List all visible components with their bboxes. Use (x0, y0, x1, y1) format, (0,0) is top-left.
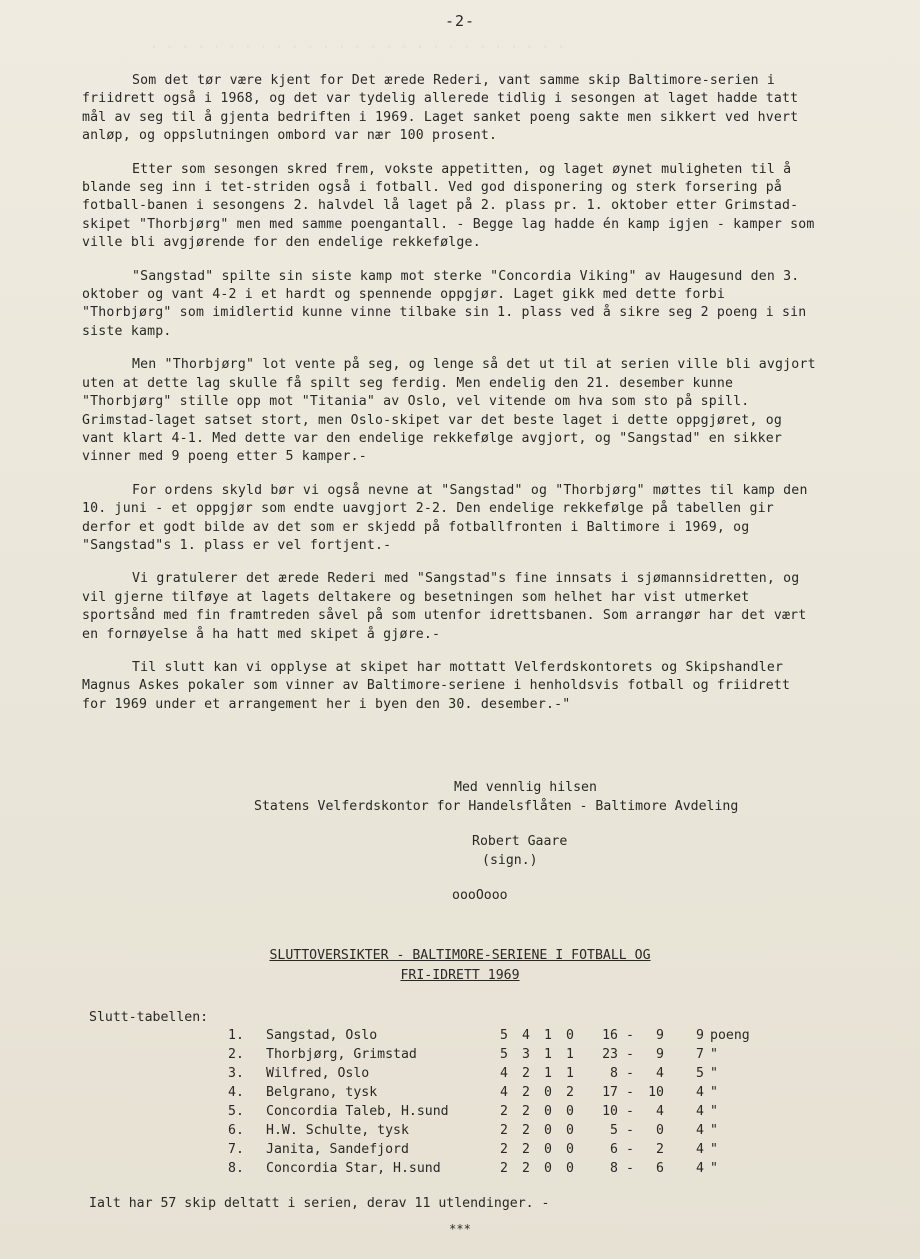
goal-dash: - (626, 1028, 634, 1043)
drawn-cell: 0 (544, 1142, 552, 1157)
goals-for-cell: 17 (602, 1085, 618, 1100)
rank-cell: 5. (228, 1104, 244, 1119)
points-cell: 9 (696, 1028, 704, 1043)
table-row (228, 1142, 770, 1161)
table-row (228, 1028, 770, 1047)
team-cell: Concordia Taleb, H.sund (266, 1104, 449, 1119)
lost-cell: 0 (566, 1028, 574, 1043)
points-cell: 4 (696, 1142, 704, 1157)
table-row (228, 1161, 770, 1180)
points-unit-cell: " (710, 1047, 718, 1062)
rank-cell: 6. (228, 1123, 244, 1138)
goals-against-cell: 4 (656, 1066, 664, 1081)
points-unit-cell: poeng (710, 1028, 750, 1043)
lost-cell: 1 (566, 1066, 574, 1081)
lost-cell: 1 (566, 1047, 574, 1062)
points-unit-cell: " (710, 1161, 718, 1176)
goals-against-cell: 10 (648, 1085, 664, 1100)
lost-cell: 0 (566, 1123, 574, 1138)
goals-for-cell: 8 (610, 1066, 618, 1081)
goals-for-cell: 5 (610, 1123, 618, 1138)
letter-body (82, 72, 822, 729)
won-cell: 3 (522, 1047, 530, 1062)
table-label: Slutt-tabellen: (89, 1010, 209, 1025)
points-cell: 4 (696, 1161, 704, 1176)
points-cell: 7 (696, 1047, 704, 1062)
played-cell: 5 (500, 1028, 508, 1043)
signoff-block (82, 778, 822, 905)
points-unit-cell: " (710, 1123, 718, 1138)
played-cell: 4 (500, 1066, 508, 1081)
played-cell: 2 (500, 1104, 508, 1119)
end-mark: *** (449, 1222, 471, 1236)
separator: oooOooo (452, 888, 508, 903)
goal-dash: - (626, 1085, 634, 1100)
team-cell: Wilfred, Oslo (266, 1066, 370, 1081)
played-cell: 2 (500, 1161, 508, 1176)
goals-against-cell: 0 (656, 1123, 664, 1138)
goal-dash: - (626, 1104, 634, 1119)
goal-dash: - (626, 1142, 634, 1157)
drawn-cell: 0 (544, 1123, 552, 1138)
points-cell: 4 (696, 1123, 704, 1138)
lost-cell: 0 (566, 1142, 574, 1157)
lost-cell: 2 (566, 1085, 574, 1100)
played-cell: 5 (500, 1047, 508, 1062)
goals-against-cell: 9 (656, 1047, 664, 1062)
drawn-cell: 1 (544, 1066, 552, 1081)
section-heading-line2: FRI-IDRETT 1969 (400, 968, 520, 983)
bleed-through-text: · · · · · · · · · · · · · · · · · · · · · · · · · · · (150, 40, 565, 55)
points-cell: 4 (696, 1085, 704, 1100)
won-cell: 2 (522, 1104, 530, 1119)
points-unit-cell: " (710, 1142, 718, 1157)
signed-note: (sign.) (482, 853, 538, 868)
paragraph: Til slutt kan vi opplyse at skipet har mottatt Velferdskontorets og Skipshandler Magnus Askes pokaler som vinner av Baltimore-seriene i henholdsvis fotball og friidrett for 1969 under et arrangement her i byen den 30. desember.-" (82, 659, 791, 712)
page-number: -2- (444, 12, 476, 30)
team-cell: Janita, Sandefjord (266, 1142, 409, 1157)
played-cell: 2 (500, 1142, 508, 1157)
goal-dash: - (626, 1123, 634, 1138)
rank-cell: 2. (228, 1047, 244, 1062)
drawn-cell: 0 (544, 1161, 552, 1176)
paragraph: Men "Thorbjørg" lot vente på seg, og lenge så det ut til at serien ville bli avgjort uten at dette lag skulle få spilt seg ferdig. Men endelig den 21. desember kunne "Thorbjørg" stille opp mot "Titania" av Oslo, vel vitende om hva som sto på spill. Grimstad-laget satset stort, men Oslo-skipet var det beste laget i dette oppgjøret, og vant klart 4-1. Med dette var den endelige rekkefølge avgjort, og "Sangstad" en sikker vinner med 9 poeng etter 5 kamper.- (82, 357, 816, 465)
team-cell: Sangstad, Oslo (266, 1028, 378, 1043)
won-cell: 2 (522, 1142, 530, 1157)
team-cell: H.W. Schulte, tysk (266, 1123, 409, 1138)
goals-for-cell: 10 (602, 1104, 618, 1119)
drawn-cell: 0 (544, 1085, 552, 1100)
paragraph: Vi gratulerer det ærede Rederi med "Sangstad"s fine innsats i sjømannsidretten, og vil gjerne tilføye at lagets deltakere og besetningen som helhet har vist utmerket sportsånd med fin framtreden såvel på som utenfor idrettsbanen. Som arrangør har det vært en fornøyelse å ha hatt med skipet å gjøre.- (82, 571, 807, 642)
points-unit-cell: " (710, 1066, 718, 1081)
table-row (228, 1085, 770, 1104)
lost-cell: 0 (566, 1104, 574, 1119)
rank-cell: 8. (228, 1161, 244, 1176)
won-cell: 2 (522, 1066, 530, 1081)
standings-table (228, 1028, 770, 1180)
goals-against-cell: 2 (656, 1142, 664, 1157)
won-cell: 2 (522, 1085, 530, 1100)
paragraph: Som det tør være kjent for Det ærede Rederi, vant samme skip Baltimore-serien i friidrett også i 1968, og det var tydelig allerede tidlig i sesongen at laget hadde tatt mål av seg til å gjenta bedriften i 1969. Laget sanket poeng sakte men sikkert ved hvert anløp, og oppslutningen ombord var nær 100 prosent. (82, 73, 799, 144)
rank-cell: 3. (228, 1066, 244, 1081)
goals-for-cell: 6 (610, 1142, 618, 1157)
goal-dash: - (626, 1161, 634, 1176)
paragraph: For ordens skyld bør vi også nevne at "Sangstad" og "Thorbjørg" møttes til kamp den 10. juni - et oppgjør som endte uavgjort 2-2. Den endelige rekkefølge på tabellen gir derfor et godt bilde av det som er skjedd på fotballfronten i Baltimore i 1969, og "Sangstad"s 1. plass er vel fortjent.- (82, 482, 808, 553)
drawn-cell: 0 (544, 1104, 552, 1119)
points-cell: 4 (696, 1104, 704, 1119)
goals-against-cell: 9 (656, 1028, 664, 1043)
section-heading: SLUTTOVERSIKTER - BALTIMORE-SERIENE I FOTBALL OG (269, 948, 651, 963)
goals-against-cell: 4 (656, 1104, 664, 1119)
goals-against-cell: 6 (656, 1161, 664, 1176)
won-cell: 2 (522, 1161, 530, 1176)
goal-dash: - (626, 1047, 634, 1062)
goals-for-cell: 16 (602, 1028, 618, 1043)
table-row (228, 1066, 770, 1085)
team-cell: Concordia Star, H.sund (266, 1161, 441, 1176)
table-row (228, 1047, 770, 1066)
goals-for-cell: 23 (602, 1047, 618, 1062)
won-cell: 2 (522, 1123, 530, 1138)
organization: Statens Velferdskontor for Handelsflåten - Baltimore Avdeling (254, 799, 739, 814)
rank-cell: 1. (228, 1028, 244, 1043)
signer-name: Robert Gaare (472, 834, 568, 849)
paragraph: Etter som sesongen skred frem, vokste appetitten, og laget øynet muligheten til å blande seg inn i tet-striden også i fotball. Ved god disponering og sterk forsering på fotball-banen i sesongens 2. halvdel lå laget på 2. plass pr. 1. oktober etter Grimstad-skipet "Thorbjørg" men med samme poengantall. - Begge lag hadde én kamp igjen - kamper som ville bli avgjørende for den endelige rekkefølge. (82, 161, 815, 251)
greeting: Med vennlig hilsen (454, 780, 597, 795)
points-cell: 5 (696, 1066, 704, 1081)
played-cell: 4 (500, 1085, 508, 1100)
paragraph: "Sangstad" spilte sin siste kamp mot sterke "Concordia Viking" av Haugesund den 3. oktober og vant 4-2 i et hardt og spennende oppgjør. Laget gikk med dette forbi "Thorbjørg" som imidlertid kunne vinne tilbake sin 1. plass ved å sikre seg 2 poeng i sin siste kamp. (82, 268, 807, 339)
rank-cell: 7. (228, 1142, 244, 1157)
total-line: Ialt har 57 skip deltatt i serien, derav 11 utlendinger. - (89, 1196, 550, 1211)
points-unit-cell: " (710, 1104, 718, 1119)
goals-for-cell: 8 (610, 1161, 618, 1176)
team-cell: Belgrano, tysk (266, 1085, 378, 1100)
goal-dash: - (626, 1066, 634, 1081)
drawn-cell: 1 (544, 1047, 552, 1062)
points-unit-cell: " (710, 1085, 718, 1100)
drawn-cell: 1 (544, 1028, 552, 1043)
won-cell: 4 (522, 1028, 530, 1043)
lost-cell: 0 (566, 1161, 574, 1176)
team-cell: Thorbjørg, Grimstad (266, 1047, 417, 1062)
table-row (228, 1104, 770, 1123)
played-cell: 2 (500, 1123, 508, 1138)
table-row (228, 1123, 770, 1142)
rank-cell: 4. (228, 1085, 244, 1100)
